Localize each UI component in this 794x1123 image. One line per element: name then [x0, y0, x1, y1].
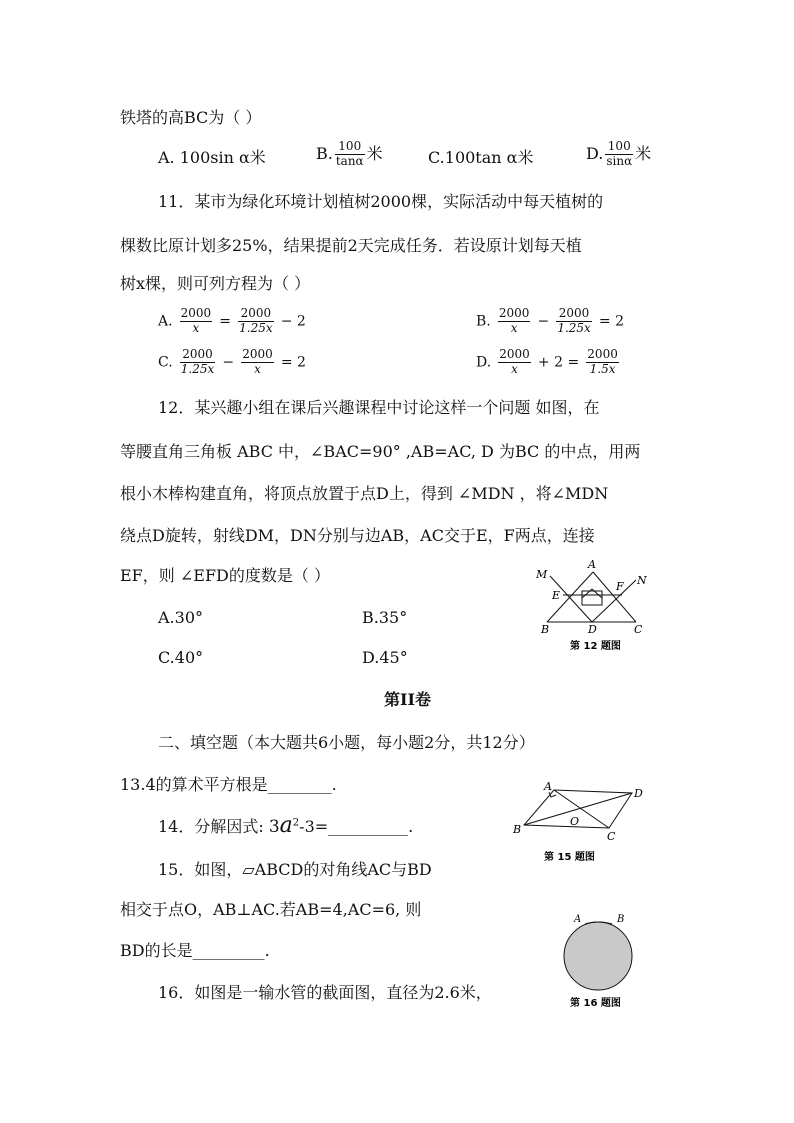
label-c: C — [607, 830, 616, 843]
q14-prefix: 14．分解因式: — [158, 817, 269, 836]
inner-rect — [582, 591, 602, 605]
q15-line1: 15．如图，▱ABCD的对角线AC与BD — [158, 860, 432, 879]
q14-variable: a — [279, 813, 293, 838]
label-e: E — [552, 589, 561, 602]
q11-option-c — [158, 348, 306, 377]
q10-option-d-label: D. — [586, 143, 604, 163]
q10-option-d-fraction — [605, 140, 633, 169]
figure-12-caption: 第 12 题图 — [570, 641, 621, 652]
fraction-denominator: tanα — [335, 153, 364, 168]
fraction — [586, 348, 619, 377]
equation-tail: = 2 — [280, 354, 306, 371]
inner-line — [582, 589, 592, 598]
label-a: A — [574, 914, 582, 925]
q10-line: 铁塔的高BC为（ ） — [120, 108, 262, 127]
option-label: D. — [476, 354, 492, 371]
q11-option-d — [476, 348, 621, 377]
ray-dn — [592, 580, 636, 622]
fraction — [238, 307, 274, 336]
pipe-cross-section — [564, 922, 632, 990]
fraction-numerator: 2000 — [242, 347, 273, 361]
q14-tail: -3=__________. — [299, 817, 414, 836]
q10-option-b-unit: 米 — [366, 143, 383, 163]
option-label: A. — [158, 313, 173, 330]
fraction — [241, 348, 274, 377]
part2-header: 二、填空题（本大题共6小题，每小题2分，共12分） — [158, 733, 535, 752]
fraction-denominator: 1.25x — [557, 320, 591, 335]
fraction — [498, 307, 531, 336]
fraction-numerator: 2000 — [587, 347, 618, 361]
operator: − — [222, 354, 235, 371]
fraction-denominator: sinα — [606, 153, 633, 168]
fraction — [180, 348, 216, 377]
figure-15 — [508, 778, 658, 866]
fraction-numerator: 100 — [335, 140, 365, 155]
fraction-numerator: 100 — [605, 140, 633, 155]
q11-option-b — [476, 307, 624, 336]
fraction — [498, 348, 531, 377]
label-b: B — [541, 623, 550, 636]
fraction-numerator: 2000 — [180, 306, 212, 320]
label-a: A — [544, 780, 552, 793]
q10-option-c: C.100tan α米 — [428, 148, 534, 167]
fraction — [556, 307, 592, 336]
label-n: N — [637, 574, 647, 587]
q11-line3: 树x棵，则可列方程为（ ） — [120, 274, 311, 293]
fraction-numerator: 2000 — [499, 347, 530, 361]
label-b: B — [513, 823, 522, 836]
q14-exponent: 2 — [292, 817, 300, 829]
operator: + 2 = — [537, 354, 580, 371]
q14-line — [158, 815, 413, 837]
fraction-denominator: x — [510, 320, 518, 335]
label-o: O — [570, 815, 580, 828]
q12-line3: 根小木棒构建直角，将顶点放置于点D上，得到 ∠MDN ，将∠MDN — [120, 484, 609, 503]
fraction-numerator: 2000 — [238, 307, 274, 322]
q10-option-a: A. 100sin α米 — [158, 148, 266, 167]
q12-option-a: A.30° — [158, 608, 203, 627]
label-d: D — [634, 787, 643, 800]
q12-option-c: C.40° — [158, 648, 204, 667]
q15-line2: 相交于点O，AB⊥AC.若AB=4,AC=6, 则 — [120, 900, 422, 919]
q10-option-d — [586, 140, 651, 169]
q10-option-b-label: B. — [316, 143, 333, 163]
q11-line1: 11．某市为绿化环境计划植树2000棵，实际活动中每天植树的 — [158, 192, 604, 211]
label-f: F — [616, 580, 624, 593]
equation-tail: = 2 — [598, 313, 624, 330]
fraction-numerator: 2000 — [498, 306, 530, 320]
diagonal-ac — [554, 790, 609, 828]
q12-line5: EF，则 ∠EFD的度数是（ ） — [120, 566, 330, 585]
fraction-denominator: x — [511, 361, 518, 376]
q13-line: 13.4的算术平方根是________. — [120, 775, 337, 794]
q12-option-d: D.45° — [362, 648, 408, 667]
q12-line2: 等腰直角三角板 ABC 中，∠BAC=90° ,AB=AC, D 为BC 的中点，用两 — [120, 442, 641, 461]
fraction-denominator: 1.5x — [589, 361, 616, 376]
q11-option-a — [158, 307, 306, 336]
fraction — [180, 307, 213, 336]
inner-line — [592, 589, 602, 598]
option-label: C. — [158, 354, 173, 371]
figure-16 — [560, 908, 640, 1010]
q15-line3: BD的长是_________. — [120, 941, 270, 960]
option-label: B. — [476, 313, 491, 330]
q12-line1: 12．某兴趣小组在课后兴趣课程中讨论这样一个问题 如图，在 — [158, 398, 600, 417]
fraction-denominator: 1.25x — [239, 320, 273, 335]
q12-line4: 绕点D旋转，射线DM，DN分别与边AB，AC交于E，F两点，连接 — [120, 526, 595, 545]
fraction-denominator: x — [192, 320, 200, 335]
fraction-numerator: 2000 — [180, 348, 216, 363]
section-title: 第II卷 — [384, 690, 431, 709]
label-m: M — [536, 568, 548, 581]
label-a: A — [588, 558, 596, 571]
operator: = — [219, 313, 232, 330]
figure-15-caption: 第 15 题图 — [544, 852, 595, 863]
label-c: C — [634, 623, 643, 636]
q12-option-b: B.35° — [362, 608, 408, 627]
q10-option-b — [316, 140, 383, 169]
fraction-numerator: 2000 — [556, 307, 592, 322]
q10-option-b-fraction — [335, 140, 365, 169]
fraction-denominator: 1.25x — [180, 361, 215, 376]
figure-12 — [530, 558, 654, 654]
label-b: B — [617, 914, 625, 925]
fraction-denominator: x — [254, 361, 261, 376]
equation-tail: − 2 — [280, 313, 306, 330]
label-d: D — [588, 623, 597, 636]
q10-option-d-unit: 米 — [635, 143, 652, 163]
operator: − — [537, 313, 550, 330]
q14-coefficient: 3 — [268, 817, 280, 837]
q11-line2: 棵数比原计划多25%，结果提前2天完成任务．若设原计划每天植 — [120, 236, 582, 255]
figure-16-caption: 第 16 题图 — [570, 998, 621, 1009]
q16-line1: 16．如图是一输水管的截面图，直径为2.6米， — [158, 983, 492, 1002]
